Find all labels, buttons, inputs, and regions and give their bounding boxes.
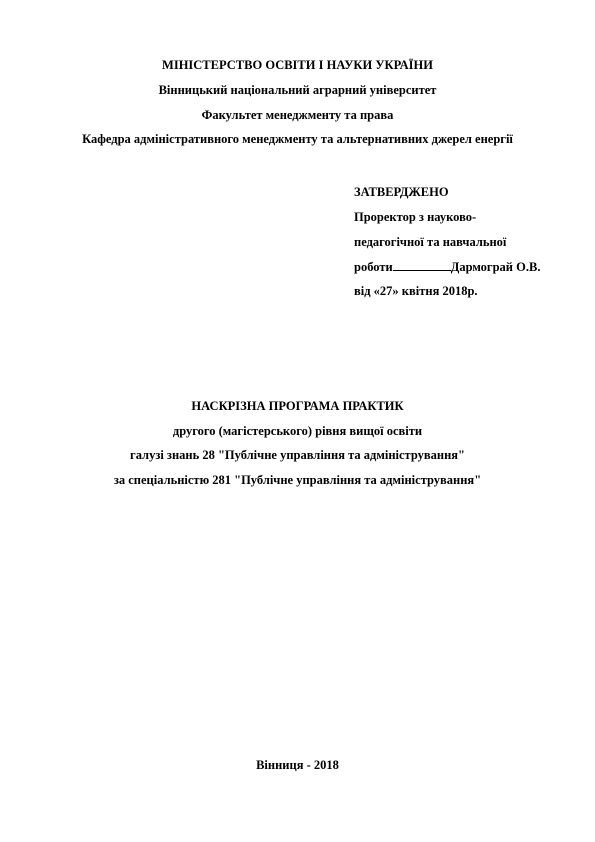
city-year: Вінниця - 2018: [256, 758, 339, 772]
ministry-heading: МІНІСТЕРСТВО ОСВІТИ І НАУКИ УКРАЇНИ: [162, 58, 433, 72]
approver-name: Дармограй О.В.: [450, 260, 541, 274]
program-field: галузі знань 28 "Публічне управління та адміністрування": [130, 448, 465, 462]
approval-line-3: [354, 259, 584, 275]
program-title: НАСКРІЗНА ПРОГРАМА ПРАКТИК: [191, 399, 404, 413]
program-level: другого (магістерського) рівня вищої освіти: [172, 424, 423, 438]
approval-date: від «27» квітня 2018р.: [354, 284, 478, 298]
approval-line-1: Проректор з науково-: [354, 210, 477, 224]
approval-role-label: роботи: [354, 260, 393, 274]
approval-title: ЗАТВЕРДЖЕНО: [354, 185, 449, 199]
department-name: Кафедра адміністративного менеджменту та альтернативних джерел енергії: [82, 132, 513, 146]
faculty-name: Факультет менеджменту та права: [201, 108, 394, 122]
approval-line-2: педагогічної та навчальної: [354, 235, 507, 249]
program-specialty: за спеціальністю 281 "Публічне управління та адміністрування": [113, 473, 482, 487]
university-name: Вінницький національний аграрний університет: [158, 83, 437, 97]
signature-line: [393, 260, 451, 271]
